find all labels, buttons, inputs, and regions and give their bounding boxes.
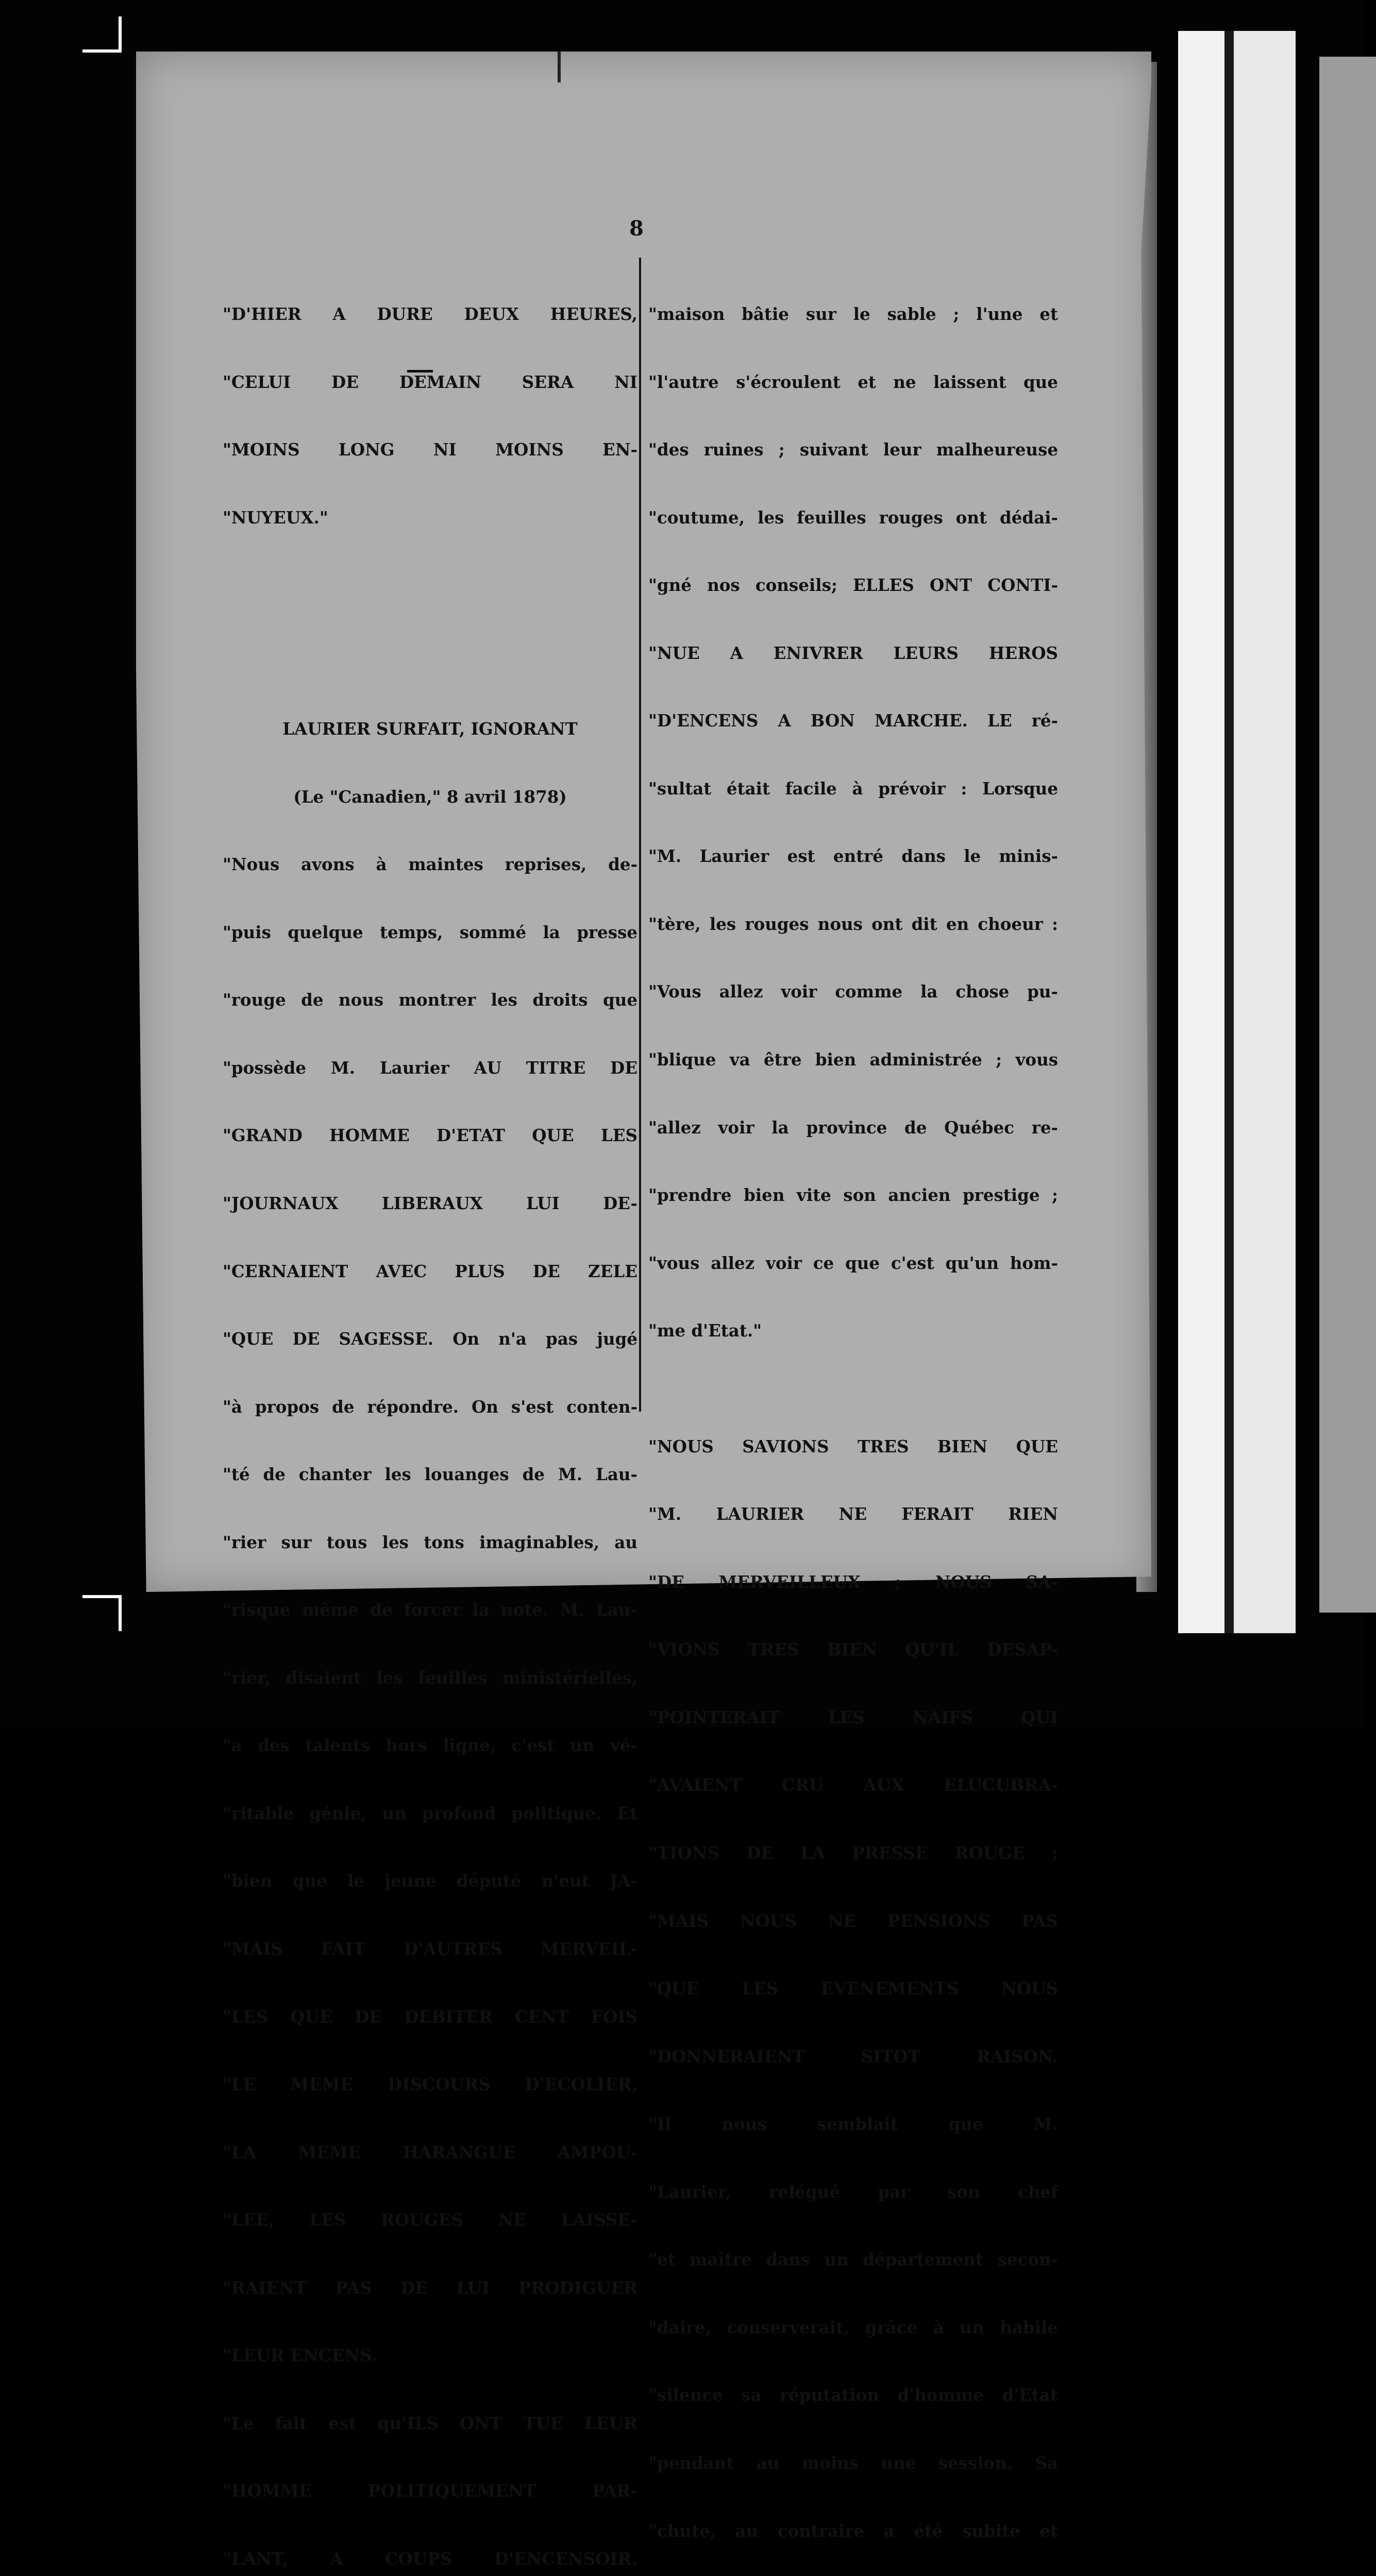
text-line: "Nous avons à maintes reprises, de- [223, 854, 637, 875]
section-heading: LAURIER SURFAIT, IGNORANT [282, 719, 578, 739]
book-gutter-fold [1224, 31, 1234, 1633]
text-line: "gné nos conseils; ELLES ONT CONTI- [648, 575, 1058, 596]
text-line: "ritable génie, un profond politique. Et [223, 1803, 637, 1823]
page-number: 8 [629, 216, 644, 241]
text-line: "MOINS LONG NI MOINS EN- [223, 439, 637, 460]
text-line: "rouge de nous montrer les droits que [223, 990, 637, 1010]
text-line: "MAIS FAIT D'AUTRES MERVEIL- [223, 1939, 637, 1959]
text-line: "LANT, A COUPS D'ENCENSOIR. [223, 2548, 637, 2569]
text-line: "chute, au contraire a été subite et [648, 2520, 1058, 2541]
text-line: "sultat était facile à prévoir : Lorsque [648, 778, 1058, 799]
text-line: "TIONS DE LA PRESSE ROUGE ; [648, 1843, 1058, 1863]
text-line: "prendre bien vite son ancien prestige ; [648, 1185, 1058, 1206]
text-line: "QUE LES EVENEMENTS NOUS [648, 1978, 1058, 1999]
text-line: "possède M. Laurier AU TITRE DE [223, 1057, 637, 1078]
text-line: "maison bâtie sur le sable ; l'une et [648, 304, 1058, 324]
facing-page-edge [1319, 57, 1376, 1613]
book-gutter [1234, 31, 1296, 1633]
text-line: "coutume, les feuilles rouges ont dédai- [648, 507, 1058, 528]
text-line: "vous allez voir ce que c'est qu'un hom- [648, 1252, 1058, 1273]
text-line: "LA MEME HARANGUE AMPOU- [223, 2142, 637, 2162]
left-column [223, 260, 637, 2576]
text-line: "silence sa réputation d'homme d'Etat [648, 2385, 1058, 2405]
right-column [648, 260, 1058, 2576]
text-line: "Laurier, relégué par son chef [648, 2181, 1058, 2202]
text-line: "risque même de forcer la note. M. Lau- [223, 1600, 637, 1620]
text-line: "bien que le jeune député n'eut JA- [223, 1871, 637, 1891]
text-line: "tère, les rouges nous ont dit en choeur : [648, 913, 1058, 934]
text-line: "AVAIENT CRU AUX ELUCUBRA- [648, 1775, 1058, 1795]
frame-corner-mark [82, 49, 119, 53]
text-line: "à propos de répondre. On s'est conten- [223, 1396, 637, 1417]
text-line: "LEUR ENCENS. [223, 2345, 377, 2366]
text-line: "GRAND HOMME D'ETAT QUE LES [223, 1125, 637, 1146]
text-line: "D'HIER A DURE DEUX HEURES, [223, 304, 637, 324]
text-line: "me d'Etat." [648, 1320, 762, 1341]
text-line: "a des talents hors ligne, c'est un vé- [223, 1735, 637, 1756]
text-line: "CERNAIENT AVEC PLUS DE ZELE [223, 1261, 637, 1281]
book-gutter [1178, 31, 1224, 1633]
text-line: "Il nous semblait que M. [648, 2114, 1058, 2134]
text-line: "Vous allez voir comme la chose pu- [648, 981, 1058, 1002]
text-line: "et maître dans un département secon- [648, 2249, 1058, 2270]
text-line: "daire, conserverait, grâce à un habile [648, 2317, 1058, 2337]
frame-corner-mark [119, 1595, 122, 1631]
text-line: "allez voir la province de Québec re- [648, 1117, 1058, 1138]
text-line: "JOURNAUX LIBERAUX LUI DE- [223, 1193, 637, 1214]
text-line: "VIONS TRES BIEN QU'IL DESAP- [648, 1639, 1058, 1660]
text-line: "NUYEUX." [223, 507, 328, 528]
text-line: "blique va être bien administrée ; vous [648, 1049, 1058, 1070]
text-line: "POINTERAIT LES NAIFS QUI [648, 1707, 1058, 1727]
text-line: "DONNERAIENT SITOT RAISON. [648, 2046, 1058, 2066]
text-line: "LEE, LES ROUGES NE LAISSE- [223, 2210, 637, 2230]
text-line: "té de chanter les louanges de M. Lau- [223, 1464, 637, 1485]
page-mark [558, 52, 561, 82]
text-line: "MAIS NOUS NE PENSIONS PAS [648, 1910, 1058, 1931]
text-line: "HOMME POLITIQUEMENT PAR- [223, 2481, 637, 2501]
text-line: "RAIENT PAS DE LUI PRODIGUER [223, 2277, 637, 2298]
text-line: "LES QUE DE DEBITER CENT FOIS [223, 2006, 637, 2027]
text-line: "NUE A ENIVRER LEURS HEROS [648, 642, 1058, 663]
text-line: "M. LAURIER NE FERAIT RIEN [648, 1504, 1058, 1524]
text-line: "NOUS SAVIONS TRES BIEN QUE [648, 1436, 1058, 1456]
column-rule [639, 258, 641, 1412]
section-source: (Le "Canadien," 8 avril 1878) [293, 786, 567, 807]
text-line: "LE MEME DISCOURS D'ECOLIER, [223, 2074, 637, 2095]
text-line: "rier, disaient les feuilles ministérielles, [223, 1667, 637, 1688]
text-line: "pendant au moins une session. Sa [648, 2452, 1058, 2473]
text-line: "QUE DE SAGESSE. On n'a pas jugé [223, 1329, 637, 1349]
text-line: "CELUI DE DEMAIN SERA NI [223, 371, 637, 392]
frame-corner-mark [119, 16, 122, 53]
text-line: "puis quelque temps, sommé la presse [223, 922, 637, 942]
text-line: "D'ENCENS A BON MARCHE. LE ré- [648, 710, 1058, 731]
text-line: "l'autre s'écroulent et ne laissent que [648, 371, 1058, 392]
text-line: "rier sur tous les tons imaginables, au [223, 1532, 637, 1552]
text-line: "M. Laurier est entré dans le minis- [648, 846, 1058, 867]
text-line: "des ruines ; suivant leur malheureuse [648, 439, 1058, 460]
text-line: "DE MERVEILLEUX ; NOUS SA- [648, 1571, 1058, 1592]
text-line: "Le fait est qu'ILS ONT TUE LEUR [223, 2413, 637, 2433]
frame-corner-mark [82, 1595, 119, 1598]
